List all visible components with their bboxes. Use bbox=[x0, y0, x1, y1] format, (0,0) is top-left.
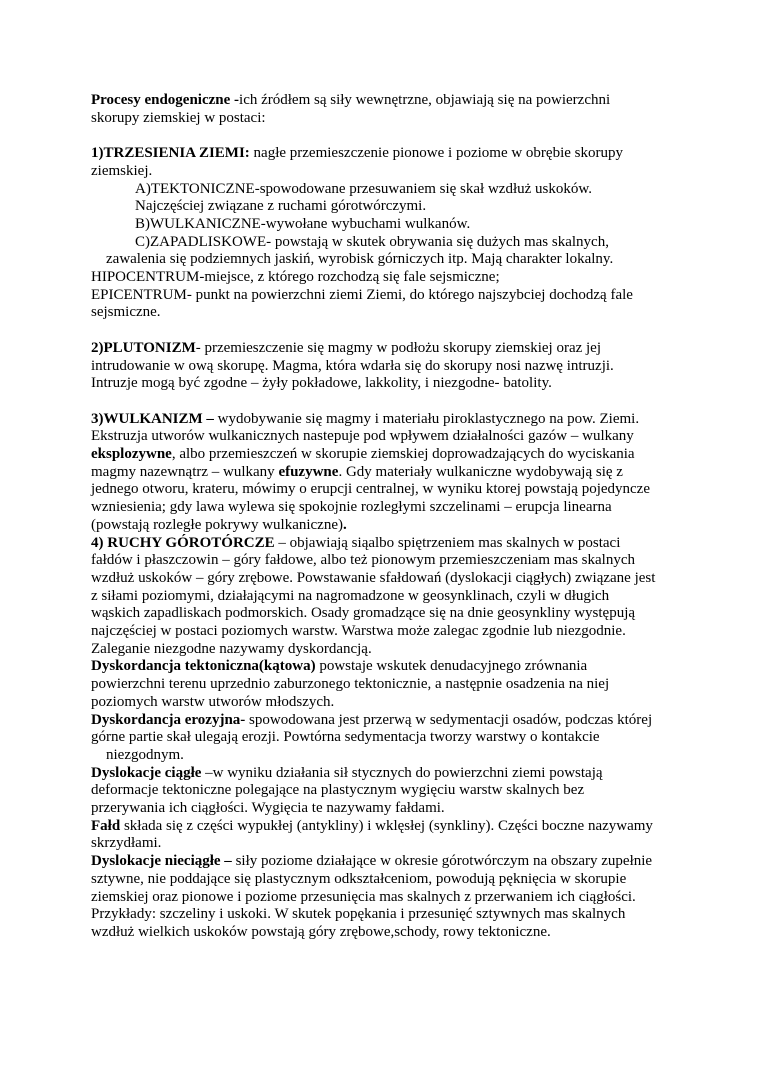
term-fold: Fałd bbox=[91, 817, 121, 834]
paragraph-discontinuous-dislocations: Dyslokacje nieciągłe – siły poziome działające w okresie górotwórczym na obszary zupełnie sztywne, nie poddające się plastycznym odkształceniom, powodują pęknięcia w skorupie ziemskiej oraz pionowe i poziome przesunięcia mas skalnych z przerwaniem ich ciągłości. Przykłady: szczeliny i uskoki. W skutek popękania i przesunięć sztywnych mas skalnych wzdłuż wielkich uskoków powstają góry zrębowe,schody, rowy tektoniczne. bbox=[91, 853, 653, 940]
term-endogenic: Procesy endogeniczne - bbox=[91, 92, 240, 108]
paragraph-continuous-dislocations: Dyslokacje ciągłe –w wyniku działania sił stycznych do powierzchni ziemi powstają deformacje tektoniczne polegające na plastycznym wygięciu warstw skalnych bez przerywania ich ciągłości. Wygięcia te nazywamy fałdami. bbox=[91, 764, 603, 817]
epicentre-definition: EPICENTRUM- punkt na powierzchni ziemi Ziemi, do którego najszybciej dochodzą fale bbox=[91, 286, 633, 303]
paragraph-fold: Fałd składa się z części wypukłej (antykliny) i wklęsłej (synkliny). Części boczne nazywamy skrzydłami. bbox=[91, 817, 653, 852]
heading-volcanism: 3)WULKANIZM – bbox=[91, 410, 214, 427]
paragraph-tectonic-discordance: Dyskordancja tektoniczna(kątowa) powstaje wskutek denudacyjnego zrównania powierzchni terenu uprzednio zaburzonego tektonicznie, a następnie osadzenia na niej poziomych warstw utworów młodszych. bbox=[91, 658, 610, 710]
term-tectonic-discordance: Dyskordancja tektoniczna(kątowa) bbox=[91, 658, 316, 675]
heading-plutonism: 2)PLUTONIZM bbox=[91, 339, 196, 356]
term-discontinuous-dislocations: Dyslokacje nieciągłe – bbox=[91, 853, 232, 870]
earthquake-type-b: B)WULKANICZNE-wywołane wybuchami wulkanów. bbox=[135, 215, 471, 232]
heading-earthquakes: 1)TRZESIENIA ZIEMI: bbox=[91, 145, 250, 162]
term-explosive: eksplozywne bbox=[91, 446, 172, 463]
earthquake-type-a: A)TEKTONICZNE-spowodowane przesuwaniem się skał wzdłuż uskoków. bbox=[135, 180, 592, 197]
paragraph-erosional-discordance: Dyskordancja erozyjna- spowodowana jest przerwą w sedymentacji osadów, podczas której górne partie skał ulegają erozji. Powtórna sedymentacja tworzy warstwy o kontakcie niezgodnym. bbox=[91, 711, 653, 763]
term-effusive: efuzywne bbox=[278, 463, 339, 480]
intro-paragraph: Procesy endogeniczne -ich źródłem są siły wewnętrzne, objawiają się na powierzchni skorupy ziemskiej w postaci: bbox=[91, 92, 611, 126]
section-plutonism: 2)PLUTONIZM- przemieszczenie się magmy w podłożu skorupy ziemskiej oraz jej intrudowanie w ową skorupę. Magma, która wdarła się do skorupy nosi nazwę intruzji. Intruzje mogą być zgodne – żyły pokładowe, lakkolity, i niezgodne- batolity. bbox=[91, 339, 614, 392]
term-continuous-dislocations: Dyslokacje ciągłe bbox=[91, 764, 202, 781]
section-earthquakes: 1)TRZESIENIA ZIEMI: nagłe przemieszczenie pionowe i poziome w obrębie skorupy ziemskiej. A)TEKTONICZNE-spowodowane przesuwaniem się skał wzdłuż uskoków. Najczęściej związane z ruchami górotwórczymi. B)WULKANICZNE-wywołane wybuchami wulkanów. C)ZAPADLISKOWE- powstają w skutek obrywania się dużych mas skalnych, zawalenia się podziemnych jaskiń, wyrobisk górniczych itp. Mają charakter lokalny. HIPOCENTRUM-miejsce, z którego rozchodzą się fale sejsmiczne; EPICENTRUM- punkt na powierzchni ziemi Ziemi, do którego najszybciej dochodzą fale sejsmiczne. bbox=[91, 145, 701, 322]
term-erosional-discordance: Dyskordancja erozyjna- bbox=[91, 711, 246, 728]
earthquake-type-c: C)ZAPADLISKOWE- powstają w skutek obrywania się dużych mas skalnych, bbox=[135, 233, 609, 250]
section-orogenic-movements: 4) RUCHY GÓROTÓRCZE – objawiają siąalbo spiętrzeniem mas skalnych w postaci fałdów i płaszczowin – góry fałdowe, albo też pionowym przemieszczeniam mas skalnych wzdłuż uskoków – góry zrębowe. Powstawanie sfałdowań (dyslokacji ciągłych) związane jest z siłami poziomymi, działającymi na nagromadzone w geosynklinach, czyli w długich wąskich zapadliskach podmorskich. Osady gromadzące się na dnie geosynkliny występują najczęściej w postaci poziomych warstw. Warstwa może zalegac zgodnie lub niezgodnie. Zaleganie niezgodne nazywamy dyskordancją. bbox=[91, 534, 656, 657]
hypocentre-definition: HIPOCENTRUM-miejsce, z którego rozchodzą się fale sejsmiczne; bbox=[91, 269, 500, 286]
document-body bbox=[91, 92, 701, 942]
section-volcanism: 3)WULKANIZM – wydobywanie się magmy i materiału piroklastycznego na pow. Ziemi. Ekstruzja utworów wulkanicznych nastepuje pod wpływem działalności gazów – wulkany eksplozywne, albo przemieszczeń w skorupie ziemskiej doprowadzających do wyciskania magmy nazewnątrz – wulkany efuzywne. Gdy materiały wulkaniczne wydobywają się z jednego otworu, krateru, mówimy o erupcji centralnej, w wyniku ktorej powstają pojedyncze wzniesienia; gdy lawa wylewa się spokojnie rozległymi szczelinami – erupcja linearna (powstają rozległe pokrywy wulkaniczne). bbox=[91, 410, 650, 533]
heading-orogenic-movements: 4) RUCHY GÓROTÓRCZE bbox=[91, 534, 275, 551]
